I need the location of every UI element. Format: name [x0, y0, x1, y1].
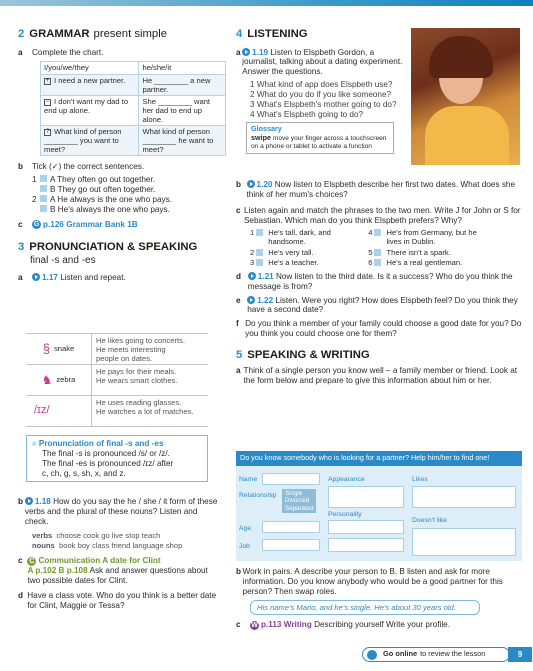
- plus-icon: +: [45, 77, 50, 84]
- example-bubble: His name's Mario, and he's single. He's about 30 years old.: [250, 600, 480, 615]
- listening-heading: 4 LISTENING: [236, 28, 308, 40]
- audio-icon[interactable]: [248, 272, 256, 280]
- answer-box[interactable]: [256, 259, 263, 266]
- tick-item: B He's always the one who pays.: [40, 205, 226, 215]
- verbs-list: verbs choose cook go live stop teach: [32, 530, 161, 540]
- online-icon: [367, 650, 377, 660]
- writing-icon: W: [251, 621, 258, 629]
- checkbox[interactable]: [40, 175, 47, 182]
- grammar-bank-icon: G: [33, 220, 40, 228]
- phrase-table: [250, 228, 491, 267]
- elspbeth-photo: [411, 28, 520, 165]
- grammar-c: c G p.126 Grammar Bank 1B: [18, 219, 138, 229]
- grammar-b: b Tick (✓) the correct sentences.: [18, 162, 145, 172]
- search-icon: ⌕: [32, 439, 37, 448]
- answer-box[interactable]: [374, 229, 381, 236]
- zebra-icon: ♞: [41, 372, 53, 387]
- name-field[interactable]: [262, 473, 320, 485]
- checkbox[interactable]: [40, 195, 47, 202]
- chart-header: I/you/we/they: [41, 62, 139, 74]
- chart-row: ? What kind of person ________ you want to meet? What kind of person ________ he want to meet?: [41, 126, 226, 156]
- age-field[interactable]: [262, 521, 320, 533]
- phrase-row: 2 He's very tall. 5 There isn't a spark.: [250, 247, 451, 257]
- communication-link[interactable]: A p.102 B p.108: [27, 565, 88, 575]
- page-number: 9: [508, 647, 532, 662]
- pron-c: c C Communication A date for Clint A p.102 B p.108 Ask and answer questions about two possible dates for Clint.: [18, 555, 208, 585]
- pronunciation-table: [26, 333, 208, 427]
- form-header: Do you know somebody who is looking for a partner? Help him/her to find one!: [236, 451, 522, 466]
- dislikes-field[interactable]: [412, 528, 516, 556]
- pron-row: ♞ zebra He pays for their meals. He wears smart clothes.: [26, 365, 208, 396]
- listening-section: [236, 28, 408, 154]
- speak-a: a Think of a single person you know well – a family member or friend. Look at the form below and prepare to give this information about him or her.: [236, 366, 518, 386]
- pronunciation-heading: 3 PRONUNCIATION & SPEAKING: [18, 241, 198, 254]
- speaking-heading: 5 SPEAKING & WRITING: [236, 348, 370, 361]
- glossary-box: Glossary swipe move your finger across a touchscreen on a phone or tablet to activate a function: [246, 122, 394, 154]
- grammar-a: a Complete the chart.: [18, 47, 104, 57]
- pron-d: d Have a class vote. Who do you think is a better date for Clint, Maggie or Tessa?: [18, 591, 217, 611]
- phrase-row: 1 He's tall, dark, and handsome. 4 He's from Germany, but he lives in Dublin.: [250, 228, 477, 247]
- pron-b-section: [18, 497, 218, 614]
- job-field[interactable]: [262, 539, 320, 551]
- grammar-chart: [40, 61, 226, 156]
- tick-item: 1 A They often go out together.: [32, 175, 156, 185]
- question-icon: ?: [45, 129, 50, 136]
- answer-box[interactable]: [374, 259, 381, 266]
- answer-box[interactable]: [374, 249, 381, 256]
- communication-icon: C: [29, 557, 35, 565]
- pron-b: b 1.18 How do you say the he / she / it form of these verbs and the plural of these nouns? Listen and check.: [18, 497, 218, 526]
- chart-header: he/she/it: [139, 62, 226, 74]
- speaking-cont: [236, 567, 526, 633]
- listen-b: b 1.20 Now listen to Elspbeth describe her first two dates. What does she think of her mum's choices?: [236, 180, 516, 199]
- checkbox[interactable]: [40, 205, 47, 212]
- audio-icon[interactable]: [247, 180, 255, 188]
- writing-link[interactable]: p.113 Writing: [261, 619, 312, 629]
- listen-f: f Do you think a member of your family could choose a good date for you? Do you think you could choose one for them?: [236, 319, 522, 339]
- pron-row: /ɪz/ He uses reading glasses. He watches a lot of matches.: [26, 396, 208, 427]
- speak-c: c W p.113 Writing Describing yourself Write your profile.: [236, 619, 450, 629]
- answer-box[interactable]: [256, 229, 263, 236]
- chart-row: − I don't want my dad to end up alone. She ________ want her dad to end up alone.: [41, 95, 226, 125]
- nouns-list: nouns book boy class friend language shop: [32, 540, 183, 550]
- question-list: 1 What kind of app does Elspbeth use? 2 What do you do if you like someone? 3 What's Elspbeth's mother going to do? 4 What's Elspbeth going to do?: [250, 80, 397, 119]
- audio-icon[interactable]: [247, 296, 255, 304]
- listen-a: a 1.19 Listen to Elspbeth Gordon, a journalist, talking about a dating experiment. Answer the questions.: [236, 47, 403, 77]
- pron-a: a 1.17 Listen and repeat.: [18, 272, 126, 282]
- left-column: [18, 28, 226, 286]
- likes-field[interactable]: [412, 486, 516, 508]
- personality-field-2[interactable]: [328, 538, 404, 552]
- audio-icon[interactable]: [32, 273, 40, 281]
- go-online-button[interactable]: Go online to review the lesson: [362, 647, 510, 662]
- minus-icon: −: [45, 98, 50, 105]
- grammar-bank-link[interactable]: p.126 Grammar Bank 1B: [43, 219, 138, 229]
- top-bar: [0, 0, 533, 6]
- snake-icon: §: [42, 341, 50, 357]
- listen-e: e 1.22 Listen. Were you right? How does Elspbeth feel? Do you think they have a second date?: [236, 295, 518, 315]
- personality-field-1[interactable]: [328, 520, 404, 534]
- audio-icon[interactable]: [242, 48, 250, 56]
- answer-box[interactable]: [256, 249, 263, 256]
- relationship-options[interactable]: Single Divorced Separated: [282, 489, 316, 513]
- listen-c: c Listen again and match the phrases to the two men. Write J for John or S for Sebastian. Which man do you think Elspbeth prefers? Why?: [236, 205, 521, 225]
- chart-row: + I need a new partner. He ________ a new partner.: [41, 74, 226, 95]
- tick-item: B They go out often together.: [40, 185, 226, 195]
- listening-cont: [236, 180, 526, 389]
- pronunciation-subtitle: final -s and -es: [30, 254, 96, 266]
- tick-item: 2 A He always is the one who pays.: [32, 194, 172, 204]
- appearance-field[interactable]: [328, 486, 404, 508]
- pronunciation-rule-box: ⌕ Pronunciation of final -s and -es The final -s is pronounced /s/ or /z/. The final -es is pronounced /ɪz/ after c, ch, g, s, sh, x, and z.: [26, 435, 208, 482]
- listen-d: d 1.21 Now listen to the third date. Is it a success? Who do you think the message is from?: [236, 271, 513, 291]
- partner-form: Do you know somebody who is looking for a partner? Help him/her to find one! Name Appearance Likes Relationship Single Divorced Separated Personality Doesn't like Age Job: [236, 451, 522, 561]
- speak-b: b Work in pairs. A describe your person to B. B listen and ask for more information. Do you know anybody who would be a good partner for this person? Then swap roles.: [236, 567, 503, 596]
- tick-list: [32, 175, 226, 214]
- phrase-row: 3 He's a teacher. 6 He's a real gentleman.: [250, 257, 463, 267]
- checkbox[interactable]: [40, 185, 47, 192]
- pron-row: § snake He likes going to concerts. He meets interesting people on dates.: [26, 334, 208, 365]
- grammar-heading: 2 GRAMMAR present simple: [18, 28, 168, 40]
- audio-icon[interactable]: [25, 497, 33, 505]
